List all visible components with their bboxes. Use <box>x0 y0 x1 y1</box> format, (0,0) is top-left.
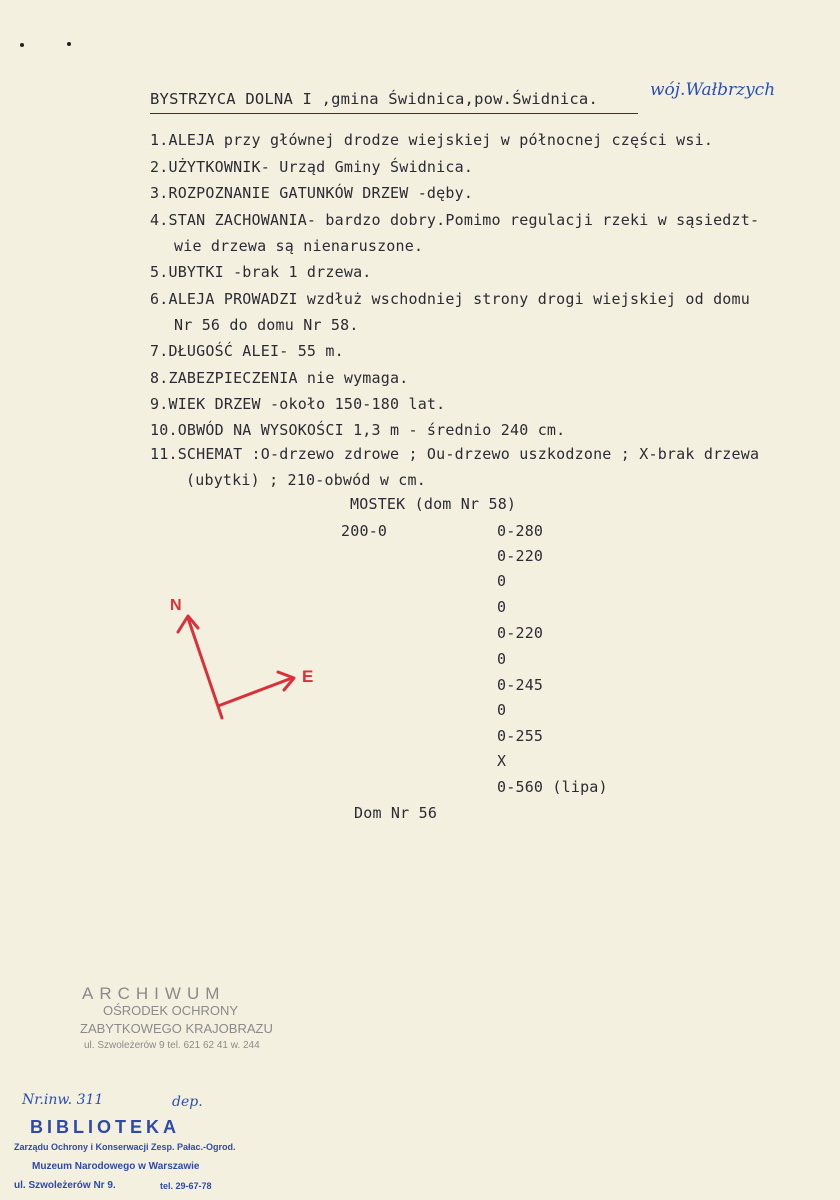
archive-stamp-line3: ZABYTKOWEGO KRAJOBRAZU <box>80 1021 273 1036</box>
north-arrowhead <box>178 616 198 632</box>
punch-dot <box>20 43 24 47</box>
item-7: 7.DŁUGOŚĆ ALEI- 55 m. <box>150 342 344 360</box>
library-stamp-title: BIBLIOTEKA <box>30 1117 180 1137</box>
schema-tree: 0 <box>497 572 507 590</box>
schema-tree: 0 <box>497 650 507 668</box>
north-arrow <box>188 618 222 718</box>
item-4-cont: wie drzewa są nienaruszone. <box>174 237 424 255</box>
library-stamp-phone: tel. 29-67-78 <box>160 1181 212 1191</box>
item-3: 3.ROZPOZNANIE GATUNKÓW DRZEW -dęby. <box>150 184 474 202</box>
schema-tree: 0-245 <box>497 676 544 694</box>
compass-arrows <box>160 590 330 730</box>
title-underline <box>150 113 638 114</box>
schema-tree: 0 <box>497 701 507 719</box>
punch-dot <box>67 42 71 46</box>
schema-left-tree: 200-0 <box>341 522 388 540</box>
handwritten-dep: dep. <box>172 1094 203 1110</box>
archive-stamp-title: ARCHIWUM <box>82 984 226 1003</box>
north-label: N <box>170 597 182 614</box>
east-label: E <box>302 667 314 686</box>
library-stamp-line1: Zarządu Ochrony i Konserwacji Zesp. Pałac.-Ogrod. <box>14 1142 236 1152</box>
item-6: 6.ALEJA PROWADZI wzdłuż wschodniej strony drogi wiejskiej od domu <box>150 290 750 308</box>
item-9: 9.WIEK DRZEW -około 150-180 lat. <box>150 395 446 413</box>
item-10: 10.OBWÓD NA WYSOKOŚCI 1,3 m - średnio 240 cm. <box>150 421 566 439</box>
schema-tree: 0-220 <box>497 624 544 642</box>
library-stamp-address: ul. Szwoleżerów Nr 9. <box>14 1180 116 1191</box>
handwritten-region-note: wój.Wałbrzych <box>650 80 776 100</box>
item-8: 8.ZABEZPIECZENIA nie wymaga. <box>150 369 409 387</box>
schema-tree: 0-280 <box>497 522 544 540</box>
schema-tree: 0-255 <box>497 727 544 745</box>
east-arrow <box>218 678 292 706</box>
schema-top-label: MOSTEK (dom Nr 58) <box>350 495 517 513</box>
schema-tree: 0-220 <box>497 547 544 565</box>
archive-stamp-address: ul. Szwoleżerów 9 tel. 621 62 41 w. 244 <box>84 1040 260 1051</box>
item-4: 4.STAN ZACHOWANIA- bardzo dobry.Pomimo regulacji rzeki w sąsiedzt- <box>150 211 760 229</box>
schema-tree: X <box>497 752 507 770</box>
item-11-cont: (ubytki) ; 210-obwód w cm. <box>186 471 426 489</box>
schema-tree: 0-560 (lipa) <box>497 778 608 796</box>
item-6-cont: Nr 56 do domu Nr 58. <box>174 316 359 334</box>
library-stamp-line2: Muzeum Narodowego w Warszawie <box>32 1161 200 1172</box>
item-11: 11.SCHEMAT :O-drzewo zdrowe ; Ou-drzewo uszkodzone ; X-brak drzewa <box>150 445 760 463</box>
schema-tree: 0 <box>497 598 507 616</box>
item-2: 2.UŻYTKOWNIK- Urząd Gminy Świdnica. <box>150 158 474 176</box>
document-title: BYSTRZYCA DOLNA I ,gmina Świdnica,pow.Świdnica. <box>150 90 598 108</box>
handwritten-inventory-number: Nr.inw. 311 <box>22 1092 104 1108</box>
item-5: 5.UBYTKI -brak 1 drzewa. <box>150 263 372 281</box>
item-1: 1.ALEJA przy głównej drodze wiejskiej w północnej części wsi. <box>150 131 714 149</box>
schema-bottom-label: Dom Nr 56 <box>354 804 438 822</box>
archive-stamp-line2: OŚRODEK OCHRONY <box>103 1003 239 1018</box>
